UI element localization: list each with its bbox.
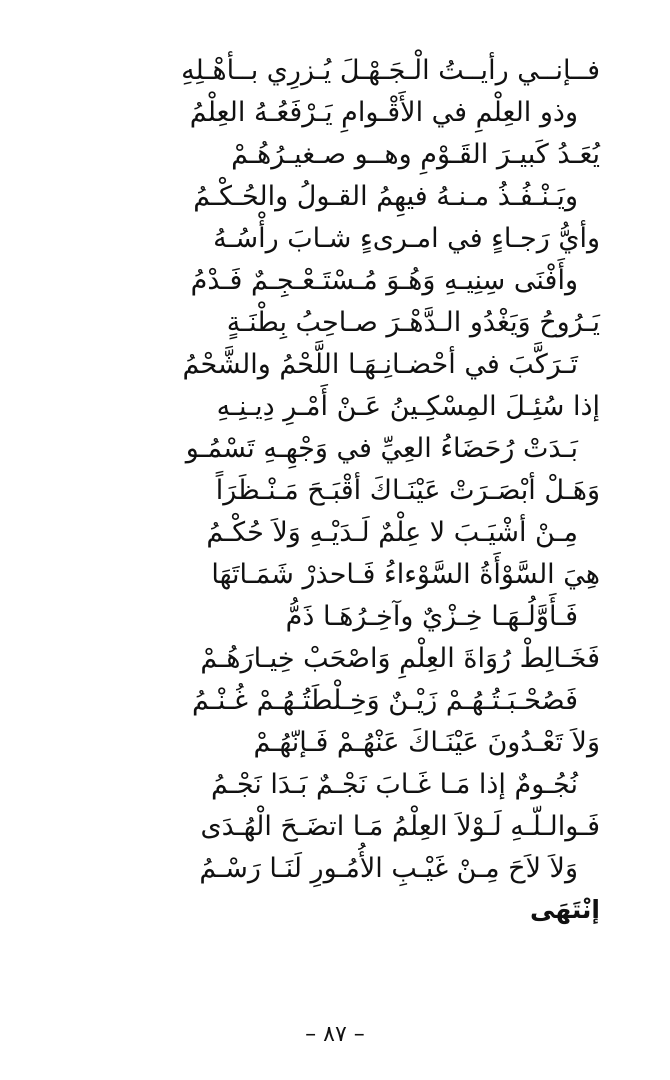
poem-line: وَهَـلْ أبْصَـرَتْ عَيْنَـاكَ أقْبَـحَ مَـنْـظَرَاً — [215, 475, 600, 506]
poem-body — [62, 50, 600, 930]
poem-line: يُعَـدُ كَبيـرَ القَـوْمِ وهــو صـغيـرُهُـمْ — [231, 139, 600, 170]
poem-line: وأَفْنَى سِنِيـهِ وَهُـوَ مُـسْتَـعْـجِـمٌ فَـدْمُ — [190, 265, 578, 296]
poem-line: وأيُّ رَجـاءٍ في امـرىءٍ شـابَ رأْسُـهُ — [213, 223, 600, 254]
poem-line: فَصُحْـبَـتُـهُـمْ زَيْـنٌ وَخِـلْطَتُـهُـمْ غُـنْـمُ — [191, 685, 578, 716]
poem-line: فَـأَوَّلُـهَـا خِـزْيٌ وآخِـرُهَـا ذَمُّ — [285, 601, 578, 632]
poem-line: وَلاَ تَعْـدُونَ عَيْنَـاكَ عَنْهُـمْ فَـإنّهُـمْ — [253, 727, 600, 758]
poem-line: بَـدَتْ رُحَضَاءُ العِيِّ في وَجْهِـهِ تَسْمُـو — [185, 433, 578, 464]
poem-line: ويَـنْـفُـذُ مـنـهُ فيهِمُ القـولُ والحُـكْـمُ — [193, 181, 578, 212]
poem-line: نُجُـومٌ إذا مَـا غَـابَ نَجْـمٌ بَـدَا نَجْـمُ — [210, 769, 578, 800]
poem-line: وَلاَ لاَحَ مِـنْ غَيْـبِ الأُمُـورِ لَنَـا رَسْـمُ — [199, 853, 578, 884]
poem-line: فَـوالـلّـهِ لَـوْلاَ العِلْمُ مَـا اتضَـحَ الْهُـدَى — [200, 811, 600, 842]
poem-line: فــإنــي رأيــتُ الْـجَـهْـلَ يُـزرِي بــأهْـلِهِ — [181, 55, 600, 86]
poem-line: إذا سُئِـلَ المِسْكِـينُ عَـنْ أَمْـرِ دِيـنِـهِ — [216, 391, 600, 422]
poem-line: فَخَـالِطْ رُوَاةَ العِلْمِ وَاصْحَبْ خِيـارَهُـمْ — [200, 643, 600, 674]
poem-line: مِـنْ أشْيَـبَ لا عِلْمٌ لَـدَيْـهِ وَلاَ حُكْـمُ — [206, 517, 578, 548]
poem-line: هِيَ السَّوْأَةُ السَّوْءاءُ فَـاحذرْ شَمَـاتَهَا — [211, 559, 600, 590]
poem-line: وذو العِلْمِ في الأَقْـوامِ يَـرْفَعُـهُ العِلْمُ — [189, 97, 578, 128]
page-number: – ٨٧ – — [305, 1022, 365, 1047]
poem-line: يَـرُوحُ وَيَغْدُو الـدَّهْـرَ صـاحِبُ بِطْنَـةٍ — [226, 307, 600, 338]
poem-line: تَـرَكَّبَ في أحْضـانِـهَـا اللَّحْمُ والشَّحْمُ — [182, 349, 578, 380]
end-mark: إنْتَهَى — [530, 895, 600, 924]
